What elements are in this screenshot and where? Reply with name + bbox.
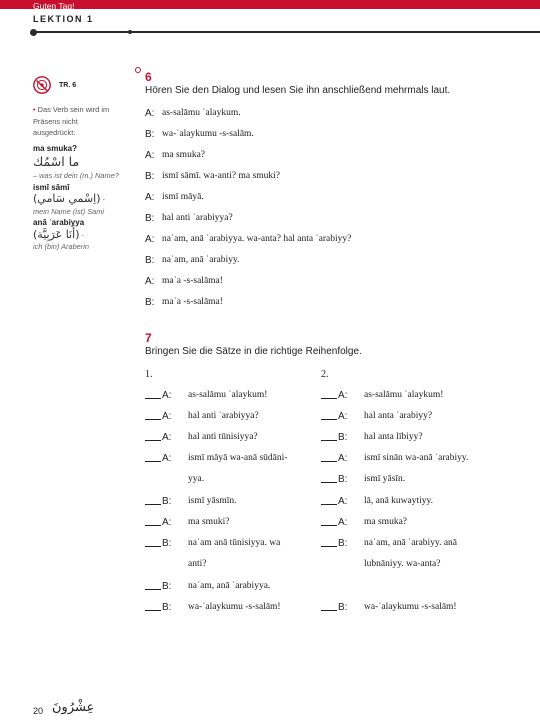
header-rule-tick: [128, 30, 132, 34]
order-blank[interactable]: [145, 589, 161, 590]
list-item: B: naʿam, anā ʿarabiyya.: [145, 581, 315, 597]
running-head: Guten Tag!: [33, 1, 75, 11]
example-gloss-3: ich (bin) Araberin: [33, 242, 89, 251]
order-blank[interactable]: [145, 419, 161, 420]
order-blank[interactable]: [321, 398, 337, 399]
order-blank[interactable]: [321, 419, 337, 420]
exercise-6-instruction: Hören Sie den Dialog und lesen Sie ihn anschließend mehrmals laut.: [145, 85, 451, 96]
list-item: A: ma smuki?: [145, 517, 315, 533]
order-blank[interactable]: [145, 525, 161, 526]
list-item: B: naʿam anā tūnisiyya. wa anti?: [145, 538, 315, 575]
order-blank[interactable]: [145, 440, 161, 441]
list-item: B: wa-ʿalaykumu -s-salām!: [145, 602, 315, 618]
header-rule: [33, 31, 540, 33]
example-arabic-3: (أَنَا عَرَبِيَّة): [33, 227, 80, 241]
example-translit-1: ma smuka?: [33, 143, 78, 153]
order-blank[interactable]: [145, 461, 161, 462]
lesson-label: LEKTION 1: [33, 14, 94, 24]
example-arabic-2: (اِسْمي سَامي): [33, 192, 101, 205]
list-item: A: hal anta ʿarabiyy?: [321, 411, 521, 427]
list-item: B: hal anta lībiyy?: [321, 432, 521, 448]
list-item: A: as-salāmu ʿalaykum!: [321, 390, 521, 406]
example-translit-3: anā ʿarabiyya: [33, 218, 85, 227]
list-item: A: ismī sinān wa-anā ʿarabiyy.: [321, 453, 521, 469]
page-number: 20: [33, 706, 44, 716]
list-item: B: naʿam, anā ʿarabiyy. anā lubnāniyy. wa-anta?: [321, 538, 521, 575]
exercise-6-number: 6: [145, 70, 152, 84]
example-gloss-1: – was ist dein (m.) Name?: [33, 171, 119, 180]
example-gloss-2: mein Name (ist) Sami: [33, 206, 105, 216]
order-blank[interactable]: [321, 504, 337, 505]
list-item: B: wa-ʿalaykumu -s-salām!: [321, 602, 521, 618]
header-rule-dot: [30, 29, 37, 36]
exercise-7-number: 7: [145, 331, 152, 345]
order-blank[interactable]: [145, 610, 161, 611]
example-translit-2: ismī sāmī: [33, 182, 70, 192]
list-item: A: as-salāmu ʿalaykum!: [145, 390, 315, 406]
audio-cd-icon[interactable]: [33, 76, 51, 94]
column-1-label: 1.: [145, 369, 153, 380]
order-blank[interactable]: [321, 525, 337, 526]
order-blank[interactable]: [145, 398, 161, 399]
list-item: A: lā, anā kuwaytiyy.: [321, 496, 521, 512]
order-blank[interactable]: [145, 504, 161, 505]
order-blank[interactable]: [321, 440, 337, 441]
list-item: B: ismī yāsmīn.: [145, 496, 315, 512]
grammar-note: • Das Verb sein wird im Präsens nicht ausgedrückt:: [33, 105, 110, 137]
header-bar: [0, 0, 540, 9]
order-blank[interactable]: [321, 482, 337, 483]
track-label: TR. 6: [59, 82, 77, 89]
order-blank[interactable]: [321, 546, 337, 547]
order-blank[interactable]: [321, 610, 337, 611]
list-item: A: ismī māyā wa-anā sūdāni- yya.: [145, 453, 315, 490]
exercise-7-instruction: Bringen Sie die Sätze in die richtige Reihenfolge.: [145, 346, 362, 357]
order-blank[interactable]: [145, 546, 161, 547]
list-item: A: hal anti tūnisiyya?: [145, 432, 315, 448]
page-number-arabic: عِشْرُونَ: [52, 700, 95, 715]
list-item: A: ma smuka?: [321, 517, 521, 533]
example-arabic-1: ما اسْمُك: [33, 154, 80, 169]
order-blank[interactable]: [321, 461, 337, 462]
column-2-label: 2.: [321, 369, 329, 380]
list-item: B: ismī yāsīn.: [321, 474, 521, 490]
exercise-audio-marker: [135, 67, 141, 73]
list-item: A: hal anti ʿarabiyya?: [145, 411, 315, 427]
